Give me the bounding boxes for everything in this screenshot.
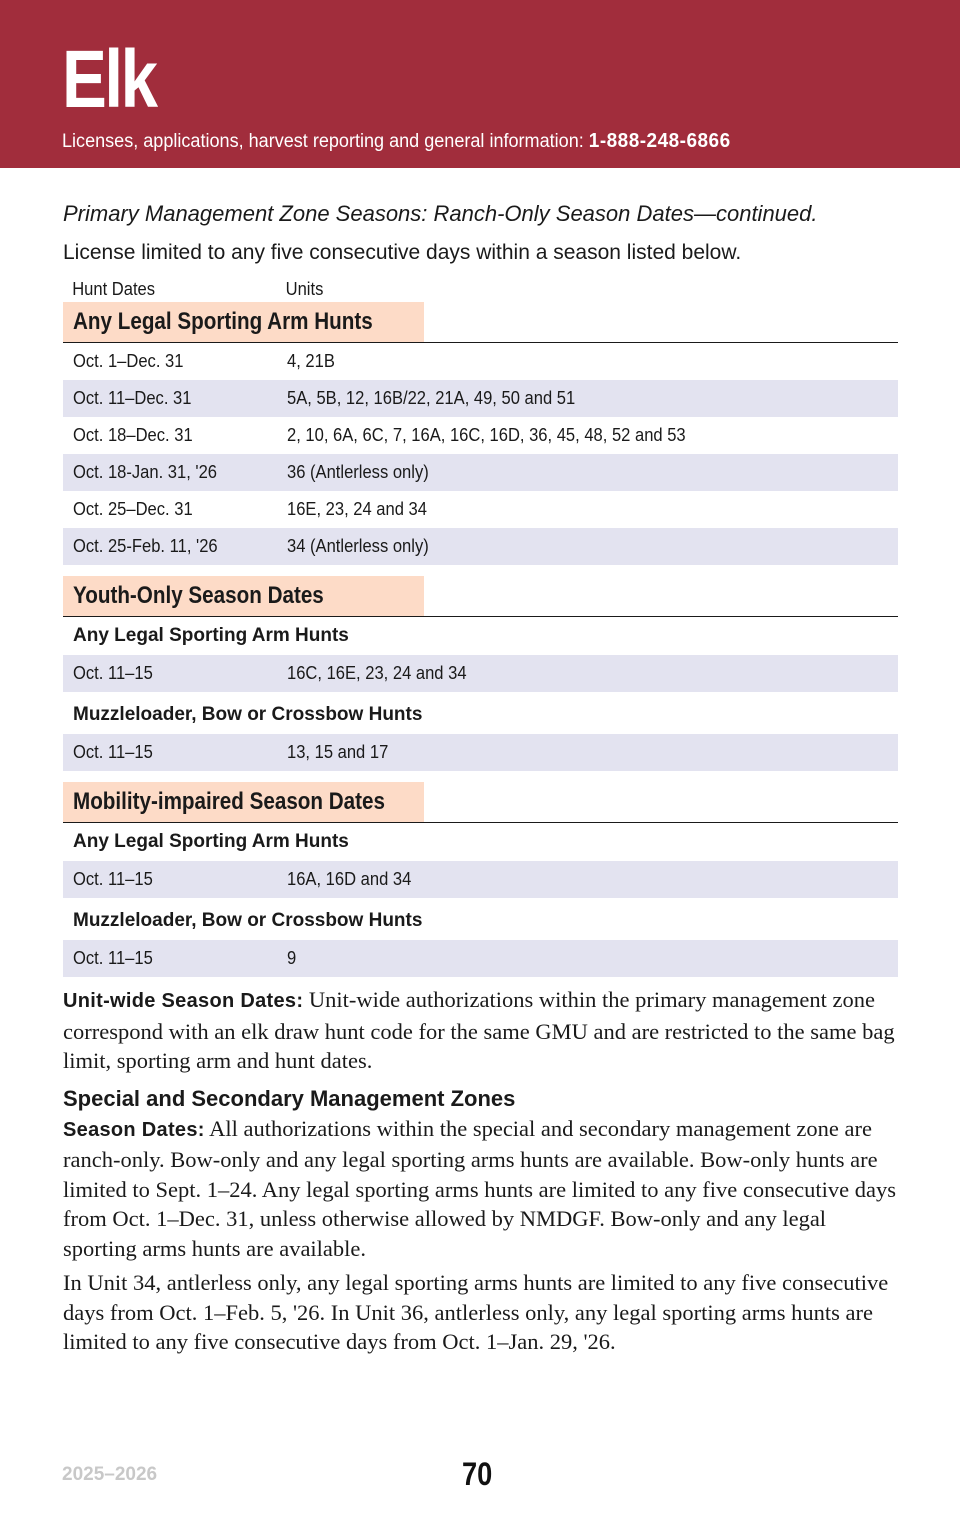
antlerless-paragraph: In Unit 34, antlerless only, any legal sporting arms hunts are limited to any five consecutive days from Oct. 1–Feb. 5, '26. In Unit 36, antlerless only, any legal sporting arms hunts are limited to any five consecutive days from Oct. 1–Jan. 29, '26. bbox=[63, 1270, 889, 1354]
hunt-units: 4, 21B bbox=[287, 351, 335, 371]
hunt-units: 36 (Antlerless only) bbox=[287, 462, 429, 482]
column-headers bbox=[63, 276, 831, 302]
table-row bbox=[63, 343, 898, 380]
hunt-units: 2, 10, 6A, 6C, 7, 16A, 16C, 16D, 36, 45, 48, 52 and 53 bbox=[287, 425, 686, 445]
mobility-subheading-any-legal: Any Legal Sporting Arm Hunts bbox=[73, 831, 349, 852]
phone-number[interactable]: 1-888-248-6866 bbox=[588, 130, 731, 152]
hunt-units: 16C, 16E, 23, 24 and 34 bbox=[287, 663, 467, 683]
table-row bbox=[63, 734, 898, 771]
section-heading-any-legal: Any Legal Sporting Arm Hunts bbox=[63, 302, 424, 342]
hunt-dates: Oct. 1–Dec. 31 bbox=[73, 351, 184, 371]
column-header-units: Units bbox=[285, 279, 324, 299]
page-header bbox=[0, 0, 960, 168]
section-heading-youth: Youth-Only Season Dates bbox=[63, 576, 424, 616]
special-lead: Season Dates: bbox=[63, 1118, 205, 1141]
table-row bbox=[63, 940, 898, 977]
table-row bbox=[63, 861, 898, 898]
table-row bbox=[63, 655, 898, 692]
header-contact-text: Licenses, applications, harvest reporting and general information: bbox=[62, 131, 589, 152]
table-row bbox=[63, 528, 898, 565]
hunt-dates: Oct. 11–15 bbox=[73, 948, 153, 968]
header-contact-line bbox=[62, 129, 731, 154]
hunt-dates: Oct. 25-Feb. 11, '26 bbox=[73, 536, 218, 556]
unitwide-lead: Unit-wide Season Dates: bbox=[63, 990, 304, 1012]
section-subtitle: Primary Management Zone Seasons: Ranch-Only Season Dates—continued. bbox=[63, 201, 818, 226]
hunt-units: 9 bbox=[287, 948, 297, 968]
hunt-units: 13, 15 and 17 bbox=[287, 742, 389, 762]
special-text: All authorizations within the special and secondary management zone are ranch-only. Bow-only and any legal sporting arms hunts are available. Bow-only hunts are limited to Sept. 1–24. Any legal sporting arms hunts are limited to any five consecutive days from Oct. 1–Dec. 31, unless otherwise allowed by NMDGF. Bow-only and any legal sporting arms hunts are available. bbox=[63, 1115, 896, 1261]
hunt-units: 16E, 23, 24 and 34 bbox=[287, 499, 427, 519]
section-heading-mobility: Mobility-impaired Season Dates bbox=[63, 782, 424, 822]
hunt-table-any-legal bbox=[63, 343, 898, 565]
main-content bbox=[63, 198, 898, 1357]
youth-subheading-any-legal: Any Legal Sporting Arm Hunts bbox=[73, 625, 349, 646]
page-title: Elk bbox=[62, 34, 156, 125]
hunt-dates: Oct. 11–15 bbox=[73, 742, 153, 762]
unitwide-paragraph bbox=[63, 985, 898, 1076]
special-zones-heading: Special and Secondary Management Zones bbox=[63, 1085, 516, 1111]
hunt-dates: Oct. 18-Jan. 31, '26 bbox=[73, 462, 218, 482]
hunt-dates: Oct. 11–Dec. 31 bbox=[73, 388, 192, 408]
hunt-units: 34 (Antlerless only) bbox=[287, 536, 429, 556]
hunt-dates: Oct. 25–Dec. 31 bbox=[73, 499, 193, 519]
table-row bbox=[63, 380, 898, 417]
footer-year: 2025–2026 bbox=[62, 1464, 158, 1485]
youth-subheading-muzzleloader: Muzzleloader, Bow or Crossbow Hunts bbox=[73, 704, 423, 725]
table-row bbox=[63, 454, 898, 491]
page-number: 70 bbox=[462, 1456, 493, 1492]
mobility-subheading-muzzleloader: Muzzleloader, Bow or Crossbow Hunts bbox=[73, 910, 423, 931]
hunt-dates: Oct. 11–15 bbox=[73, 663, 153, 683]
table-row bbox=[63, 491, 898, 528]
hunt-dates: Oct. 11–15 bbox=[73, 869, 153, 889]
hunt-units: 16A, 16D and 34 bbox=[287, 869, 412, 889]
hunt-dates: Oct. 18–Dec. 31 bbox=[73, 425, 193, 445]
table-row bbox=[63, 417, 898, 454]
hunt-units: 5A, 5B, 12, 16B/22, 21A, 49, 50 and 51 bbox=[287, 388, 576, 408]
column-header-dates: Hunt Dates bbox=[72, 279, 156, 299]
special-paragraph bbox=[63, 1114, 898, 1264]
unitwide-text: Unit-wide authorizations within the primary management zone correspond with an elk draw hunt code for the same GMU and are restricted to the same bag limit, sporting arm and hunt dates. bbox=[63, 987, 895, 1073]
intro-text: License limited to any five consecutive days within a season listed below. bbox=[63, 241, 742, 264]
